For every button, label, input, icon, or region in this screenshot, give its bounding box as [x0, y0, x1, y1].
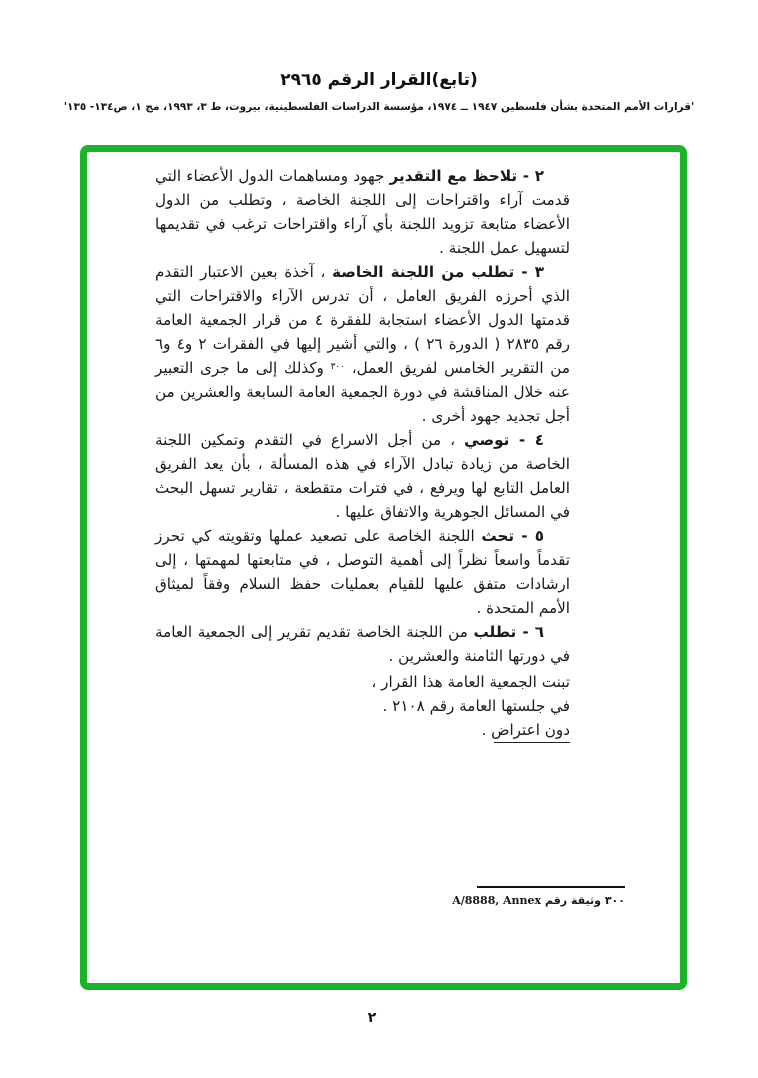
adoption-line-3: دون اعتراض .	[481, 721, 570, 739]
page-number: ٢	[367, 1010, 377, 1026]
paragraph-5	[155, 524, 570, 620]
paragraph-4-lead: ٤ - توصي	[464, 431, 544, 449]
paragraph-2	[155, 164, 570, 260]
paragraph-4	[155, 428, 570, 524]
footnote-document-reference: A/8888, Annex	[452, 894, 542, 907]
footnote-number: ٣٠٠	[604, 894, 625, 907]
resolution-body	[155, 164, 570, 743]
adoption-line-1: تبنت الجمعية العامة هذا القرار ،	[371, 673, 570, 691]
adoption-line-2: في جلستها العامة رقم ٢١٠٨ .	[382, 697, 570, 715]
paragraph-6-lead: ٦ - تطلب	[473, 623, 544, 641]
paragraph-3	[155, 260, 570, 428]
section-end-rule	[494, 742, 570, 743]
footnote-block	[385, 886, 625, 907]
adoption-statement	[155, 670, 570, 743]
footnote-reference-marker: ٣٠٠	[330, 362, 346, 372]
paragraph-3-text-continued: وكذلك إلى ما جرى التعبير عنه خلال المناقشة في دورة الجمعية العامة السابعة والعشرين من أجل تجديد جهود أخرى .	[155, 359, 570, 425]
paragraph-5-lead: ٥ - تحث	[481, 527, 545, 545]
paragraph-3-text: ، آخذة بعين الاعتبار التقدم الذي أحرزه الفريق العامل ، أن تدرس الآراء والاقتراحات التي قدمتها الدول الأعضاء استجابة للفقرة ٤ من قرار الجمعية العامة رقم ٢٨٣٥ ( الدورة ٢٦ ) ، والتي أشير إليها في الفقرات ٢ و٤ و٦ من التقرير الخامس لفريق العمل،	[155, 263, 570, 377]
paragraph-4-text: ، من أجل الاسراع في التقدم وتمكين اللجنة الخاصة من زيادة تبادل الآراء في هذه المسألة ، بأن يعد الفريق العامل التابع لها ويرفع ، في فترات متقطعة ، تقارير تسهل البحث في المسائل الجوهرية والاتفاق عليها .	[155, 431, 570, 521]
footnote-label: وثيقة رقم	[544, 894, 601, 907]
resolution-title: (تابع)القرار الرقم ٢٩٦٥	[280, 70, 478, 90]
footnote-separator-rule	[477, 886, 625, 888]
paragraph-2-lead: ٢ - تلاحظ مع التقدير	[389, 167, 545, 185]
paragraph-2-text: جهود ومساهمات الدول الأعضاء التي قدمت آراء واقتراحات إلى اللجنة الخاصة ، وتطلب من الدول الأعضاء متابعة تزويد اللجنة بأي آراء واقتراحات ترغب في تقديمها لتسهيل عمل اللجنة .	[155, 167, 570, 257]
paragraph-6	[155, 620, 570, 668]
source-citation: 'قرارات الأمم المتحدة بشأن فلسطين ١٩٤٧ ــ ١٩٧٤، مؤسسة الدراسات الفلسطينية، بيروت، ط ٣، ١٩٩٣، مج ١، ص١٣٤- ١٣٥'	[63, 101, 695, 113]
footnote-text	[385, 894, 625, 907]
paragraph-5-text: اللجنة الخاصة على تصعيد عملها وتقويته كي تحرز تقدماً واسعاً نظراً إلى أهمية التوصل ، في متابعتها لمهمتها ، إلى ارشادات متفق عليها للقيام بعمليات حفظ السلام وفقاً لميثاق الأمم المتحدة .	[155, 527, 570, 617]
paragraph-6-text: من اللجنة الخاصة تقديم تقرير إلى الجمعية العامة في دورتها الثامنة والعشرين .	[155, 623, 570, 665]
paragraph-3-lead: ٣ - تطلب من اللجنة الخاصة	[332, 263, 544, 281]
